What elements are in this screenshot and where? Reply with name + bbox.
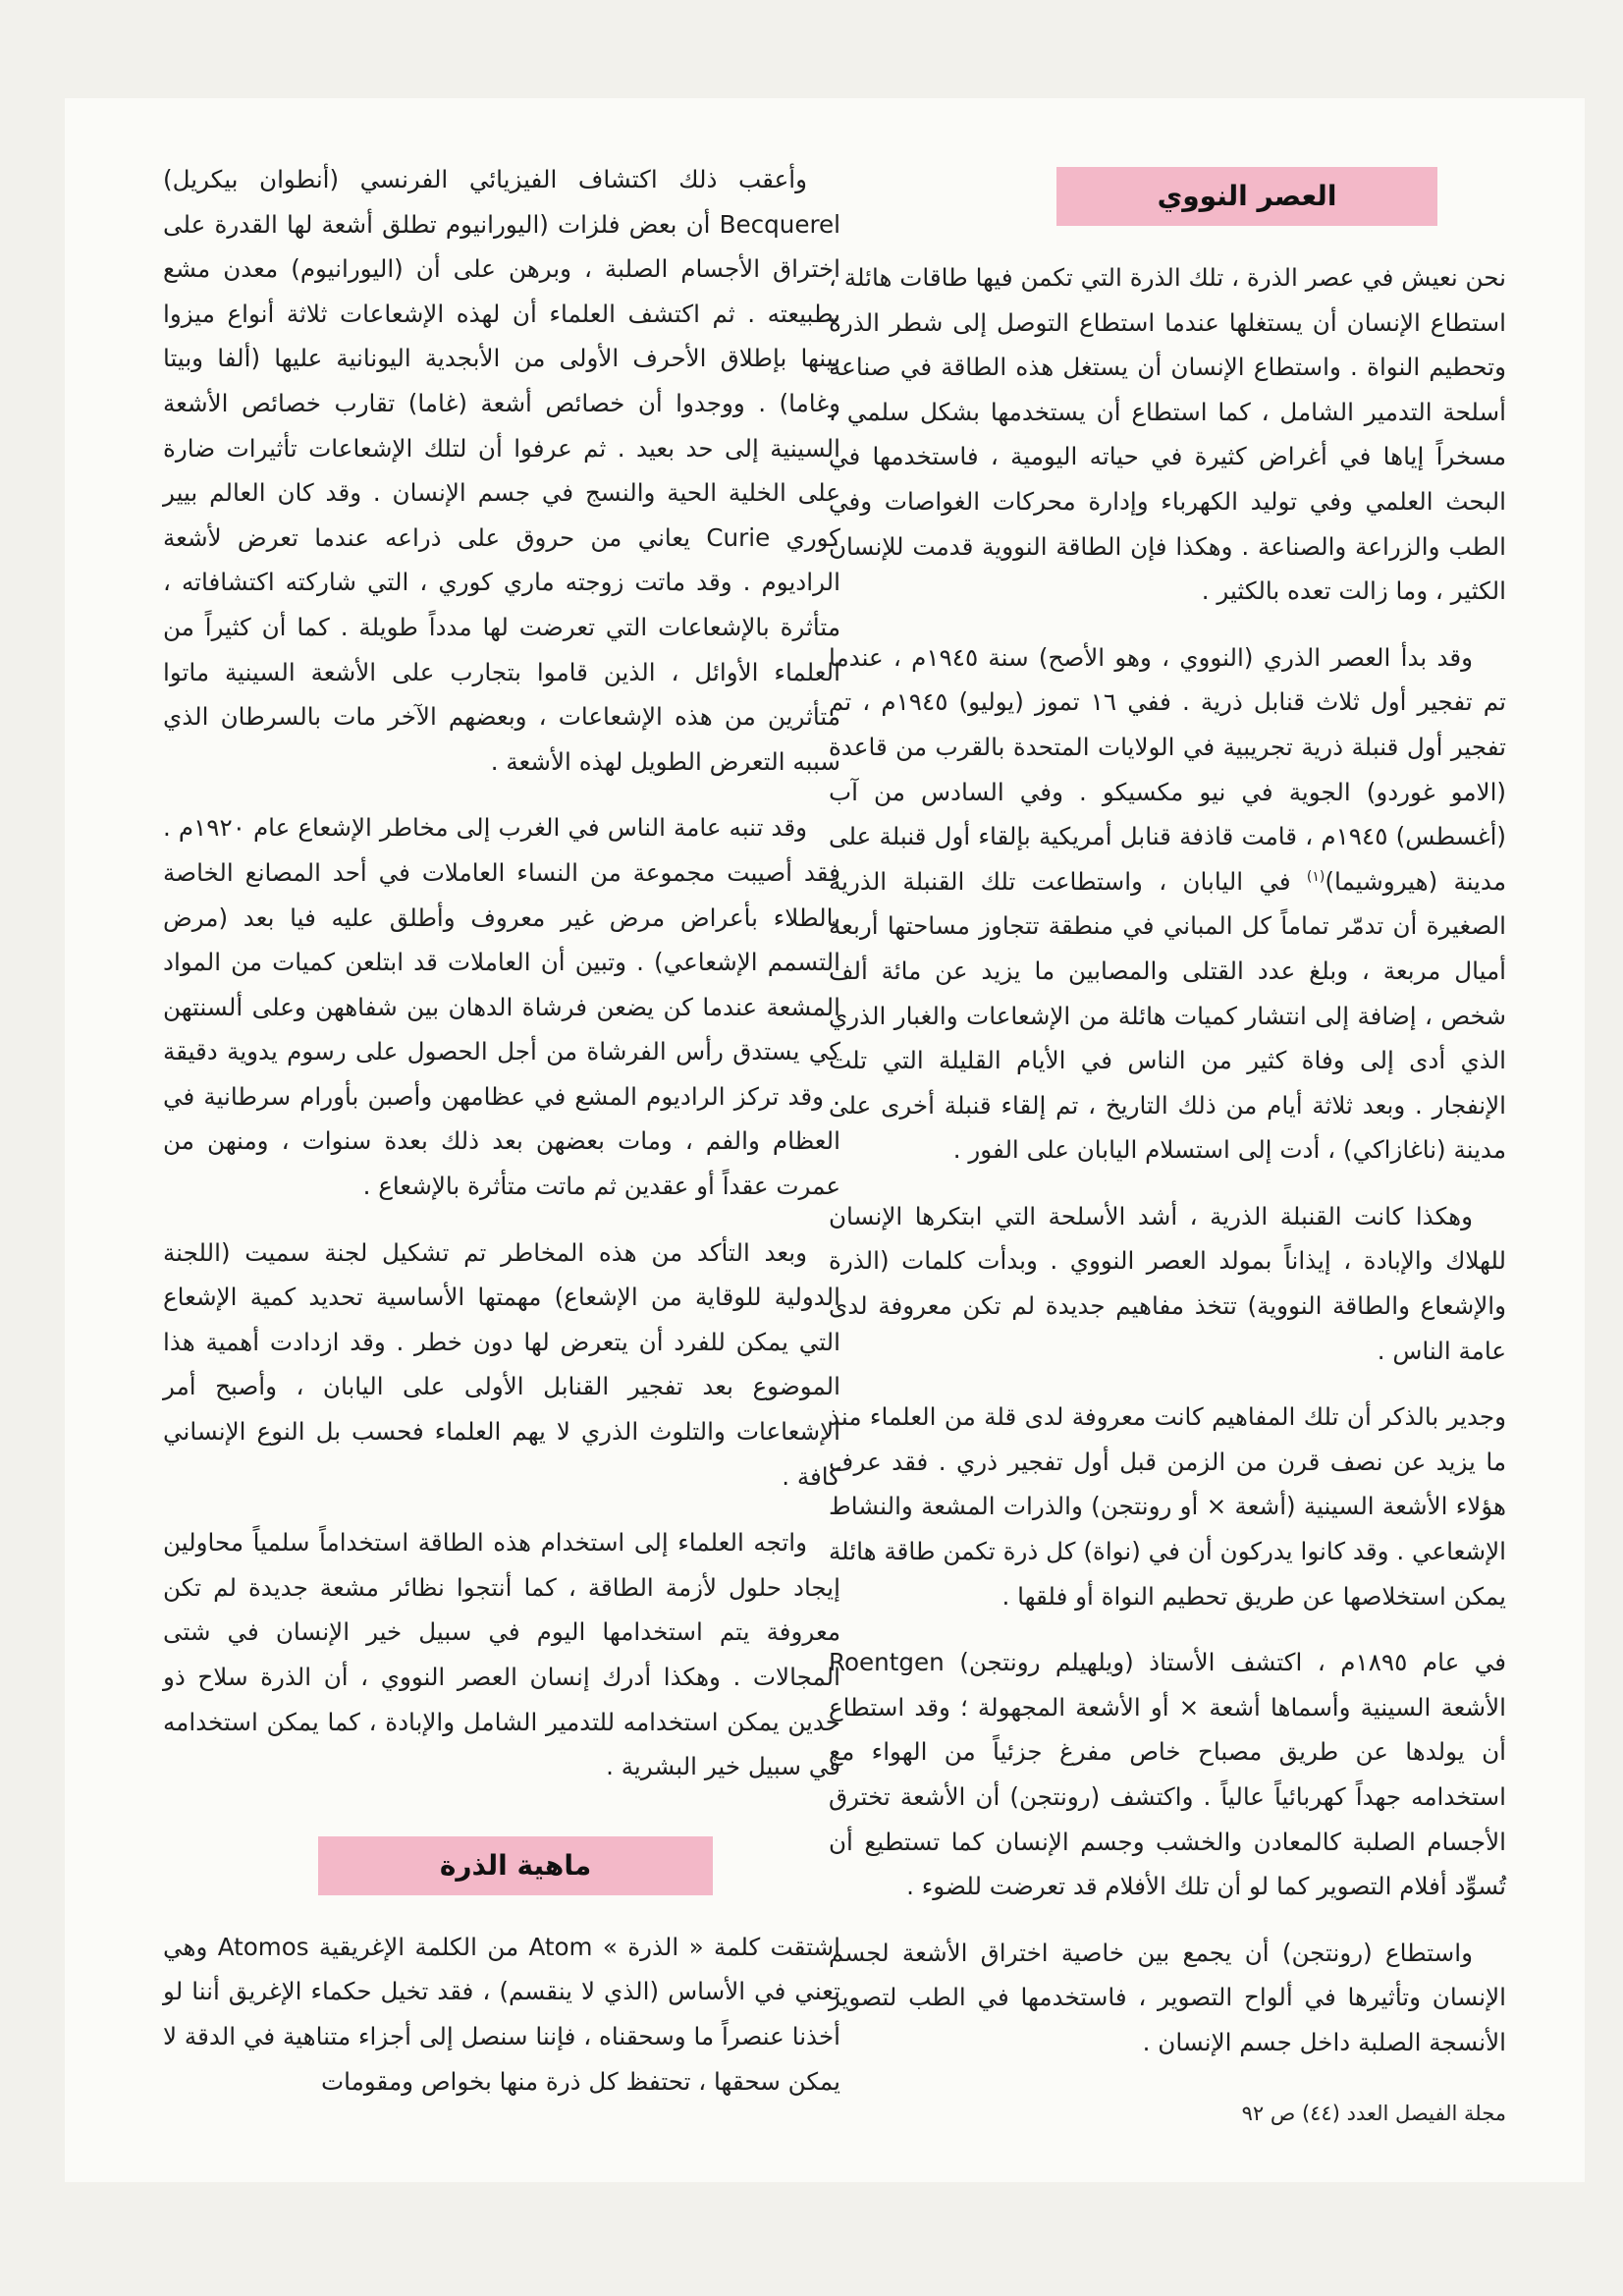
paragraph: نحن نعيش في عصر الذرة ، تلك الذرة التي تكمن فيها طاقات هائلة ، استطاع الإنسان أن يستغلها عندما استطاع التوصل إلى شطر الذرة وتحطيم النواة . واستطاع الإنسان أن يستغل هذه الطاقة في صناعة أسلحة التدمير الشامل ، كما استطاع أن يستخدمها بشكل سلمي ، مسخراً إياها في أغراض كثيرة في حياته اليومية ، فاستخدمها في البحث العلمي وفي توليد الكهرباء وإدارة محركات الغواصات وفي الطب والزراعة والصناعة . وهكذا فإن الطاقة النووية قدمت للإنسان الكثير ، وما زالت تعده بالكثير .	[829, 263, 1506, 606]
footnote-marker: (١)	[1306, 868, 1325, 885]
paragraph: واستطاع (رونتجن) أن يجمع بين خاصية اختراق الأشعة لجسم الإنسان وتأثيرها في ألواح التصوير ، فاستخدمها في الطب لتصوير الأنسجة الصلبة داخل جسم الإنسان .	[829, 1938, 1506, 2056]
paragraph: في عام ١٨٩٥م ، اكتشف الأستاذ (ويلهيلم رونتجن) Roentgen الأشعة السينية وأسماها أشعة × أو الأشعة المجهولة ؛ وقد استطاع أن يولدها عن طريق مصباح خاص مفرغ جزئياً من الهواء مع استخدامه جهداً كهربائياً عالياً . واكتشف (رونتجن) أن الأشعة تخترق الأجسام الصلبة كالمعادن والخشب وجسم الإنسان كما تستطيع أن تُسوِّد أفلام التصوير كما لو أن تلك الأفلام قد تعرضت للضوء .	[829, 1648, 1507, 1901]
paragraph-text: وقد بدأ العصر الذري (النووي ، وهو الأصح) سنة ١٩٤٥م ، عندما تم تفجير أول ثلاث قنابل ذرية . ففي ١٦ تموز (يوليو) ١٩٤٥م ، تم تفجير أول قنبلة ذرية تجريبية في الولايات المتحدة بالقرب من قاعدة (الامو غوردو) الجوية في نيو مكسيكو . وفي السادس من آب (أغسطس) ١٩٤٥م ، قامت قاذفة قنابل أمريكية بإلقاء أول قنبلة على مدينة (هيروشيما)	[829, 642, 1507, 896]
paragraph: وبعد التأكد من هذه المخاطر تم تشكيل لجنة سميت (اللجنة الدولية للوقاية من الإشعاع) مهمتها الأساسية تحديد كمية الإشعاع التي يمكن للفرد أن يتعرض لها دون خطر . وقد ازدادت أهمية هذا الموضوع بعد تفجير القنابل الأولى على اليابان ، وأصبح أمر الإشعاعات والتلوث الذري لا يهم العلماء فحسب بل النوع الإنساني كافة .	[163, 1237, 840, 1491]
left-column	[163, 157, 840, 2125]
section-heading-atom: ماهية الذرة	[318, 1836, 713, 1895]
paragraph: وأعقب ذلك اكتشاف الفيزيائي الفرنسي (أنطوان بيكريل) Becquerel أن بعض فلزات (اليورانيوم تطلق أشعة لها القدرة على اختراق الأجسام الصلبة ، وبرهن على أن (اليورانيوم) معدن مشع بطبيعته . ثم اكتشف العلماء أن لهذه الإشعاعات ثلاثة أنواع ميزوا بينها بإطلاق الأحرف الأولى من الأبجدية اليونانية عليها (ألفا وبيتا وغاما) . ووجدوا أن خصائص أشعة (غاما) تقارب خصائص الأشعة السينية إلى حد بعيد . ثم عرفوا أن لتلك الإشعاعات تأثيرات ضارة على الخلية الحية والنسج في جسم الإنسان . وقد كان العالم بيير كوري Curie يعاني من حروق على ذراعه عندما تعرض لأشعة الراديوم . وقد ماتت زوجته ماري كوري ، التي شاركته اكتشافاته ، متأثرة بالإشعاعات التي تعرضت لها مدداً طويلة . كما أن كثيراً من العلماء الأوائل ، الذين قاموا بتجارب على الأشعة السينية ماتوا متأثرين من هذه الإشعاعات ، وبعضهم الآخر مات بالسرطان الذي سببه التعرض الطويل لهذه الأشعة .	[163, 165, 841, 776]
right-column	[829, 167, 1506, 2087]
paragraph: وقد تنبه عامة الناس في الغرب إلى مخاطر الإشعاع عام ١٩٢٠م . فقد أصيبت مجموعة من النساء العاملات في أحد المصانع الخاصة بالطلاء بأعراض مرض غير معروف وأطلق عليه فيا بعد (مرض التسمم الإشعاعي) . وتبين أن العاملات قد ابتلعن كميات من المواد المشعة عندما كن يضعن فرشاة الدهان بين شفاههن وعلى ألسنتهن كي يستدق رأس الفرشاة من أجل الحصول على رسوم يدوية دقيقة . وقد تركز الراديوم المشع في عظامهن وأصبن بأورام سرطانية في العظام والفم ، ومات بعضهن بعد ذلك بعدة سنوات ، ومنهن من عمرت عقداً أو عقدين ثم ماتت متأثرة بالإشعاع .	[163, 813, 840, 1201]
paragraph: اشتقت كلمة « الذرة » Atom من الكلمة الإغريقية Atomos وهي تعني في الأساس (الذي لا ينقسم) ، فقد تخيل حكماء الإغريق أننا لو أخذنا عنصراً ما وسحقناه ، فإننا سنصل إلى أجزاء متناهية في الدقة لا يمكن سحقها ، تحتفظ كل ذرة منها بخواص ومقومات	[163, 1932, 840, 2096]
page-sheet	[65, 98, 1585, 2182]
section-heading-nuclear-age: العصر النووي	[1056, 167, 1437, 226]
paragraph: وهكذا كانت القنبلة الذرية ، أشد الأسلحة التي ابتكرها الإنسان للهلاك والإبادة ، إيذاناً بمولد العصر النووي . وبدأت كلمات (الذرة والإشعاع والطاقة النووية) تتخذ مفاهيم جديدة لم تكن معروفة لدى عامة الناس .	[829, 1201, 1506, 1365]
paragraph: واتجه العلماء إلى استخدام هذه الطاقة استخداماً سلمياً محاولين إيجاد حلول لأزمة الطاقة ، كما أنتجوا نظائر مشعة جديدة لم تكن معروفة يتم استخدامها اليوم في سبيل خير الإنسان في شتى المجالات . وهكذا أدرك إنسان العصر النووي ، أن الذرة سلاح ذو حدين يمكن استخدامه للتدمير الشامل والإبادة ، كما يمكن استخدامه في سبيل خير البشرية .	[163, 1528, 840, 1781]
paragraph-text: في اليابان ، واستطاعت تلك القنبلة الذرية الصغيرة أن تدمّر تماماً كل المباني في منطقة تتجاوز مساحتها أربعة أميال مربعة ، وبلغ عدد القتلى والمصابين ما يزيد عن مائة ألف شخص ، إضافة إلى انتشار كميات هائلة من الإشعاعات والغبار الذري الذي أدى إلى وفاة كثير من الناس في الأيام القليلة التي تلت الإنفجار . وبعد ثلاثة أيام من ذلك التاريخ ، تم إلقاء قنبلة أخرى على مدينة (ناغازاكي) ، أدت إلى استسلام اليابان على الفور .	[829, 866, 1506, 1165]
page-footer: مجلة الفيصل العدد (٤٤) ص ٩٢	[1241, 2102, 1506, 2125]
paragraph-emphasis: وجدير بالذكر أن تلك المفاهيم كانت معروفة لدى قلة من العلماء منذ ما يزيد عن نصف قرن من الزمن قبل أول تفجير ذري . فقد عرف هؤلاء الأشعة السينية (أشعة × أو رونتجن) والذرات المشعة والنشاط الإشعاعي . وقد كانوا يدركون أن في (نواة) كل ذرة تكمن طاقة هائلة يمكن استخلاصها عن طريق تحطيم النواة أو فلقها .	[829, 1402, 1506, 1611]
paragraph	[829, 635, 1506, 1173]
